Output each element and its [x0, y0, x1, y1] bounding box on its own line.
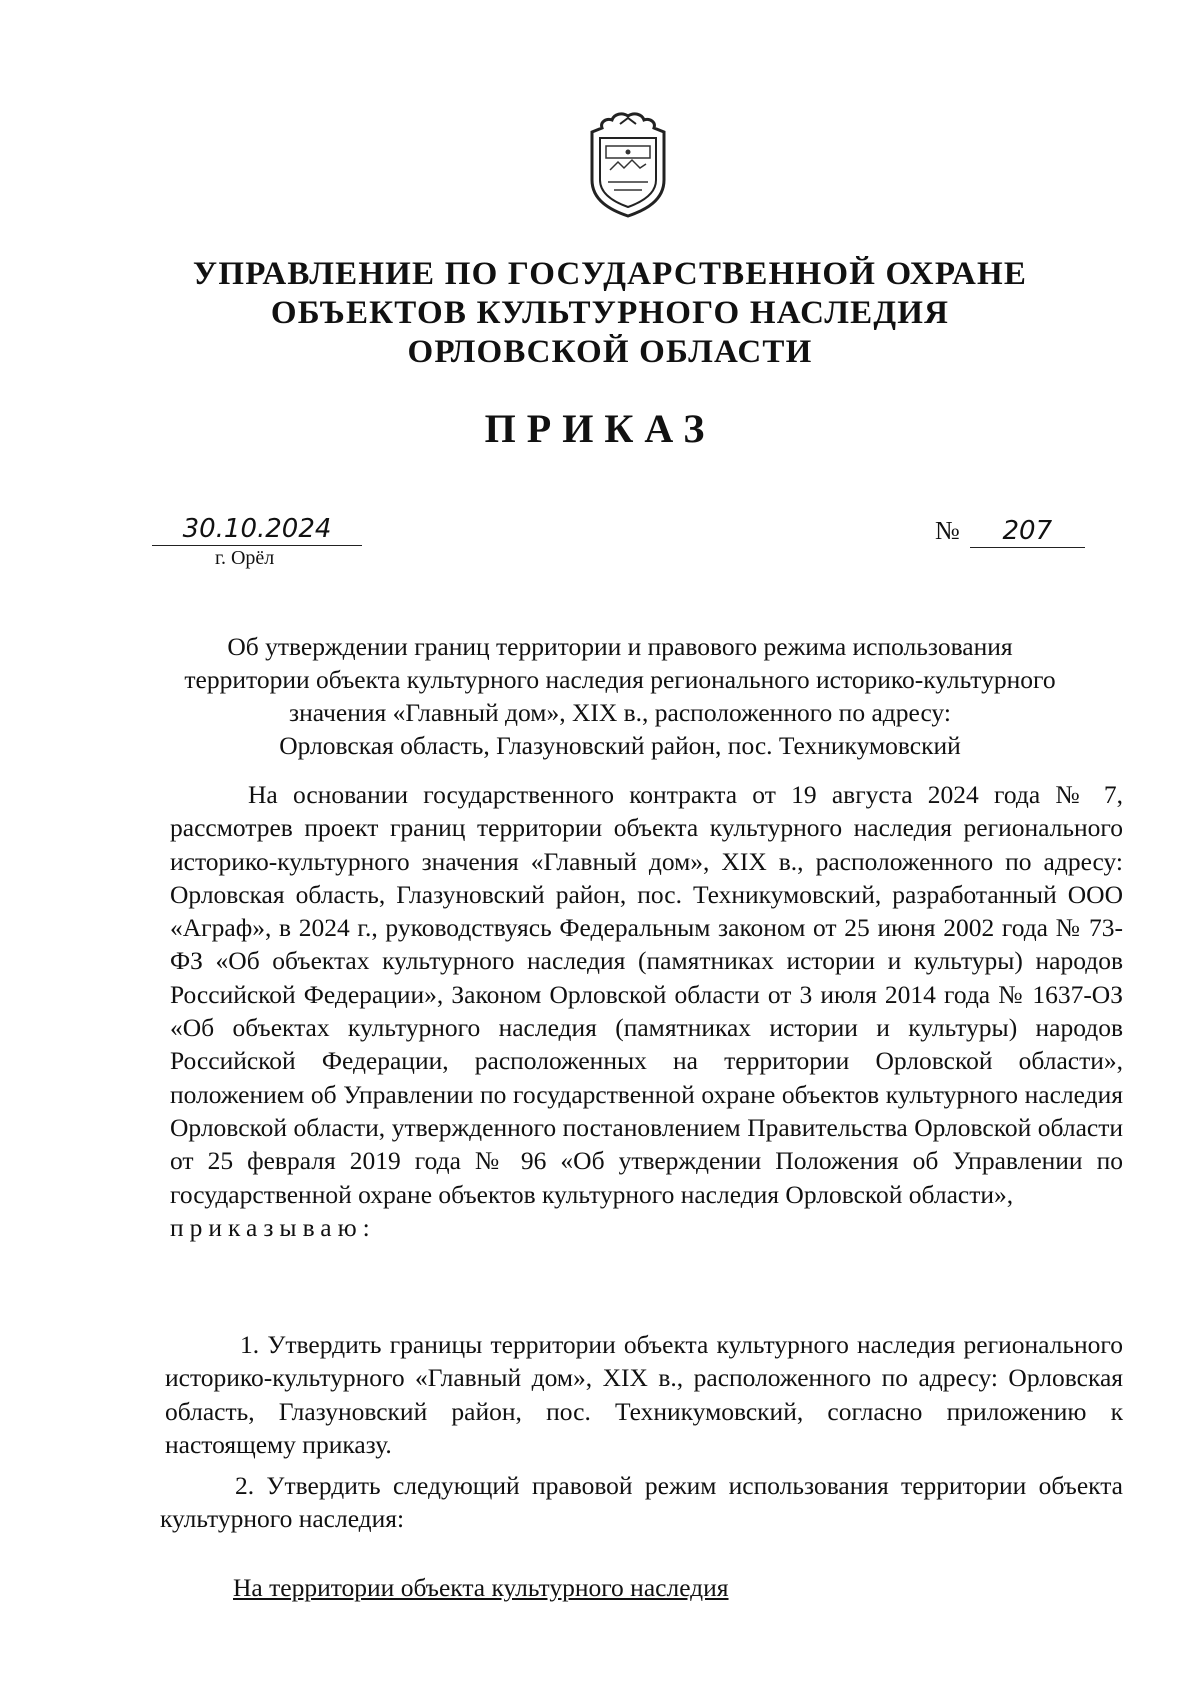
prikazyvayu-word: приказываю:	[170, 1212, 376, 1242]
order-item-2: 2. Утвердить следующий правовой режим использования территории объекта культурного наследия:	[160, 1471, 1123, 1534]
organization-header	[150, 255, 1070, 372]
prikazyvayu-line	[170, 1211, 1123, 1244]
document-number	[935, 515, 1085, 548]
section-heading: На территории объекта культурного наследия	[233, 1573, 729, 1602]
coat-of-arms-emblem	[578, 110, 678, 220]
header-line-1: УПРАВЛЕНИЕ ПО ГОСУДАРСТВЕННОЙ ОХРАНЕ	[192, 256, 1028, 292]
preamble-text: На основании государственного контракта от 19 августа 2024 года № 7, рассмотрев проект границ территории объекта культурного наследия регионального историко-культурного значения «Главный дом», XIX в., расположенного по адресу: Орловская область, Глазуновский район, пос. Техникумовский, разработанный ООО «Аграф», в 2024 г., руководствуясь Федеральным законом от 25 июня 2002 года № 73-ФЗ «Об объектах культурного наследия (памятниках истории и культуры) народов Российской Федерации», Законом Орловской области от 3 июля 2014 года № 1637-ОЗ «Об объектах культурного наследия (памятниках истории и культуры) народов Российской Федерации, расположенных на территории Орловской области», положением об Управлении по государственной охране объектов культурного наследия Орловской области, утвержденного постановлением Правительства Орловской области от 25 февраля 2019 года № 96 «Об утверждении Положения об Управлении по государственной охране объектов культурного наследия Орловской области»,	[170, 780, 1123, 1209]
header-line-3: ОРЛОВСКОЙ ОБЛАСТИ	[407, 333, 813, 370]
subject-line-2: территории объекта культурного наследия регионального историко-культурного	[184, 665, 1056, 694]
document-date: 30.10.2024	[152, 513, 362, 546]
subject-line-1: Об утверждении границ территории и правового режима использования	[227, 632, 1013, 661]
header-line-2: ОБЪЕКТОВ КУЛЬТУРНОГО НАСЛЕДИЯ	[270, 294, 950, 331]
number-value: 207	[970, 515, 1085, 548]
order-item-1: 1. Утвердить границы территории объекта культурного наследия регионального историко-культурного «Главный дом», XIX в., расположенного по адресу: Орловская область, Глазуновский район, пос. Техникумовский, согласно приложению к настоящему приказу.	[165, 1330, 1123, 1459]
subject-line-3: значения «Главный дом», XIX в., расположенного по адресу:	[289, 698, 951, 727]
subject-line-4: Орловская область, Глазуновский район, пос. Техникумовский	[279, 731, 961, 760]
document-city: г. Орёл	[215, 547, 275, 569]
preamble-block	[170, 778, 1123, 1244]
document-type-title: ПРИКАЗ	[484, 406, 716, 451]
document-subject	[150, 630, 1090, 762]
number-sign: №	[935, 516, 960, 545]
